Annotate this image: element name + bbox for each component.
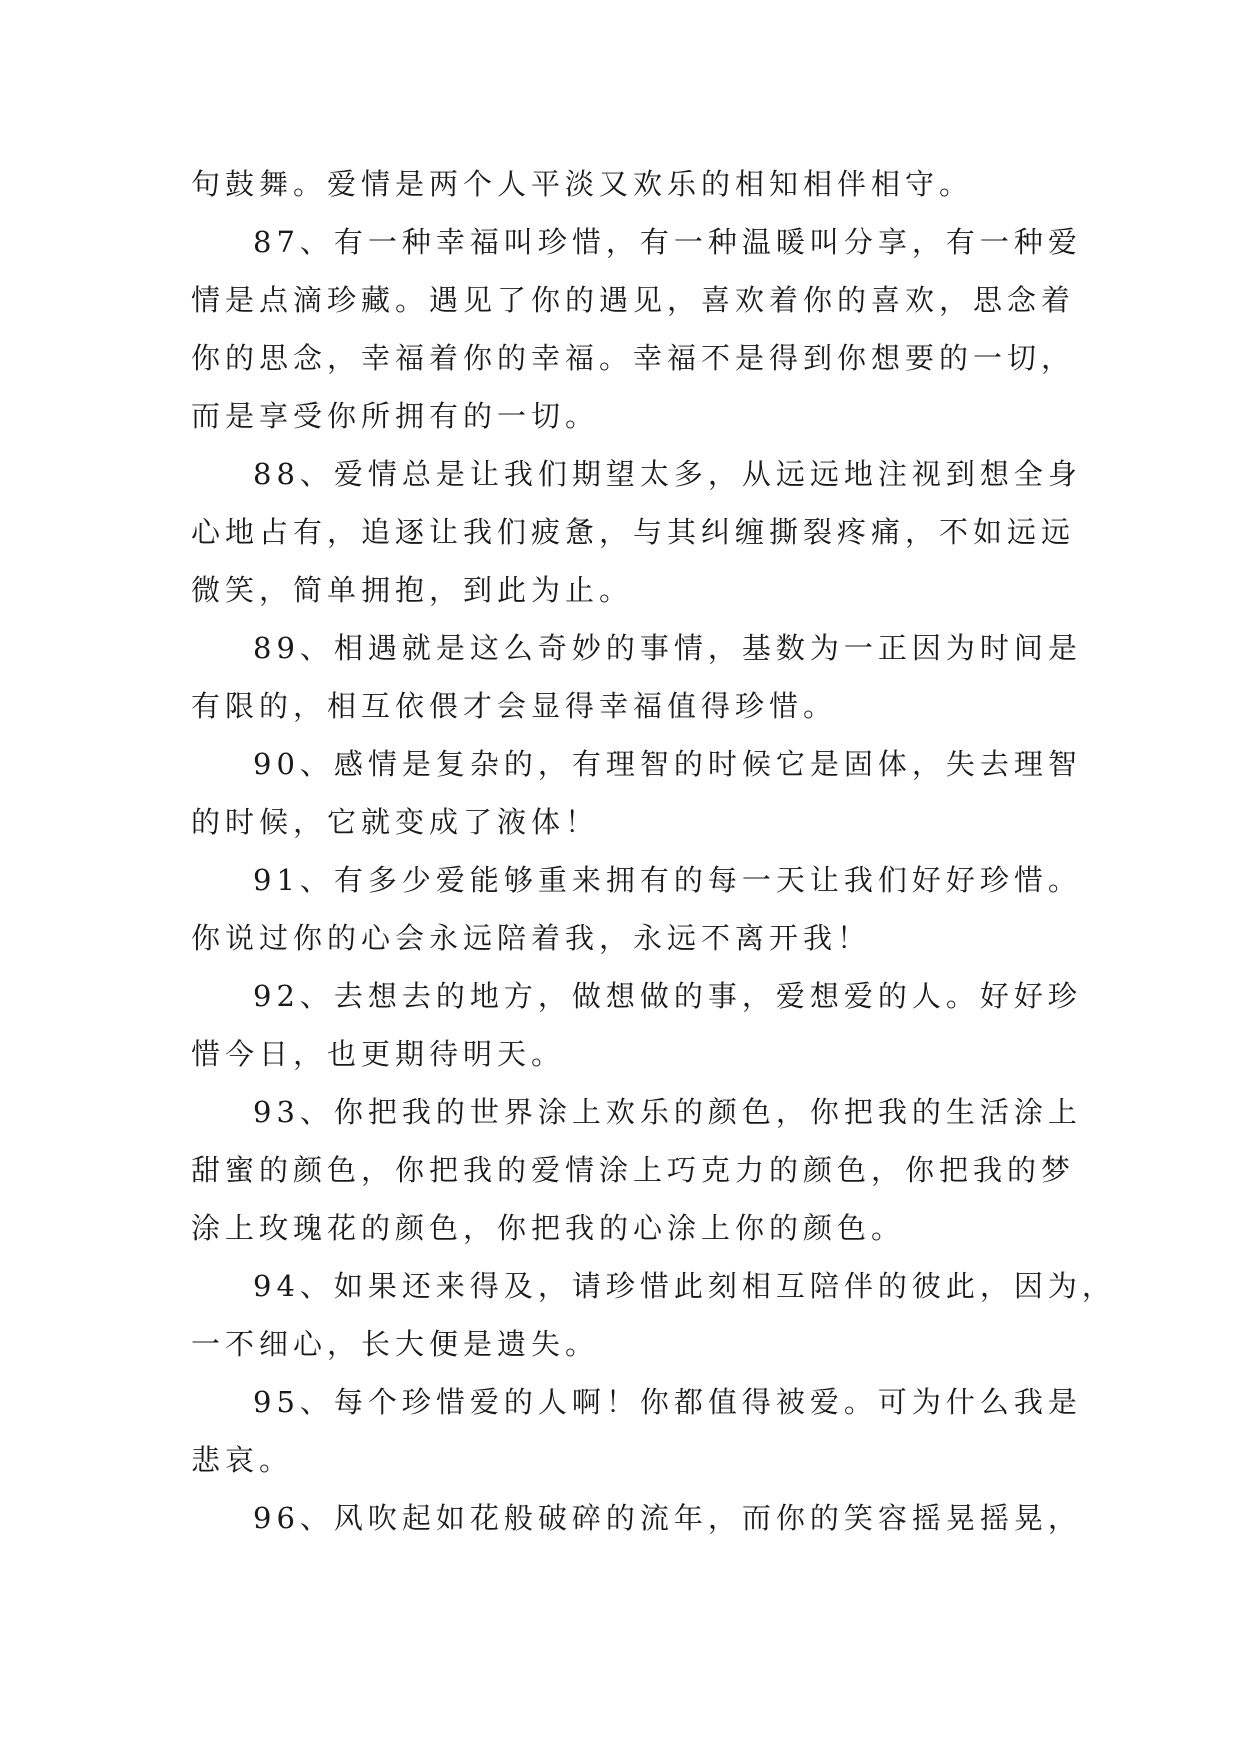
text-line: 88、爱情总是让我们期望太多，从远远地注视到想全身 xyxy=(253,457,1082,491)
text-line: 句鼓舞。爱情是两个人平淡又欢乐的相知相伴相守。 xyxy=(191,167,974,201)
text-line: 情是点滴珍藏。遇见了你的遇见，喜欢着你的喜欢，思念着 xyxy=(191,283,1076,317)
text-line: 涂上玫瑰花的颜色，你把我的心涂上你的颜色。 xyxy=(191,1211,906,1245)
text-line: 96、风吹起如花般破碎的流年，而你的笑容摇晃摇晃， xyxy=(253,1501,1082,1535)
text-line: 93、你把我的世界涂上欢乐的颜色，你把我的生活涂上 xyxy=(253,1095,1082,1129)
text-line: 你说过你的心会永远陪着我，永远不离开我！ xyxy=(191,921,872,955)
text-line: 心地占有，追逐让我们疲惫，与其纠缠撕裂疼痛，不如远远 xyxy=(191,515,1076,549)
text-line: 90、感情是复杂的，有理智的时候它是固体，失去理智 xyxy=(253,747,1082,781)
text-line: 89、相遇就是这么奇妙的事情，基数为一正因为时间是 xyxy=(253,631,1082,665)
text-line: 92、去想去的地方，做想做的事，爱想爱的人。好好珍 xyxy=(253,979,1082,1013)
text-line: 有限的，相互依偎才会显得幸福值得珍惜。 xyxy=(191,689,838,723)
text-line: 悲哀。 xyxy=(191,1443,294,1477)
text-line: 87、有一种幸福叫珍惜，有一种温暖叫分享，有一种爱 xyxy=(253,225,1082,259)
text-line: 而是享受你所拥有的一切。 xyxy=(191,399,600,433)
text-line: 94、如果还来得及，请珍惜此刻相互陪伴的彼此，因为， xyxy=(253,1269,1116,1303)
text-line: 一不细心，长大便是遗失。 xyxy=(191,1327,600,1361)
text-line: 的时候，它就变成了液体！ xyxy=(191,805,600,839)
text-line: 惜今日，也更期待明天。 xyxy=(191,1037,566,1071)
body-text xyxy=(191,155,1116,1547)
text-line: 91、有多少爱能够重来拥有的每一天让我们好好珍惜。 xyxy=(253,863,1082,897)
text-line: 甜蜜的颜色，你把我的爱情涂上巧克力的颜色，你把我的梦 xyxy=(191,1153,1076,1187)
text-line: 微笑，简单拥抱，到此为止。 xyxy=(191,573,634,607)
text-line: 你的思念，幸福着你的幸福。幸福不是得到你想要的一切， xyxy=(191,341,1076,375)
text-line: 95、每个珍惜爱的人啊！你都值得被爱。可为什么我是 xyxy=(253,1385,1082,1419)
